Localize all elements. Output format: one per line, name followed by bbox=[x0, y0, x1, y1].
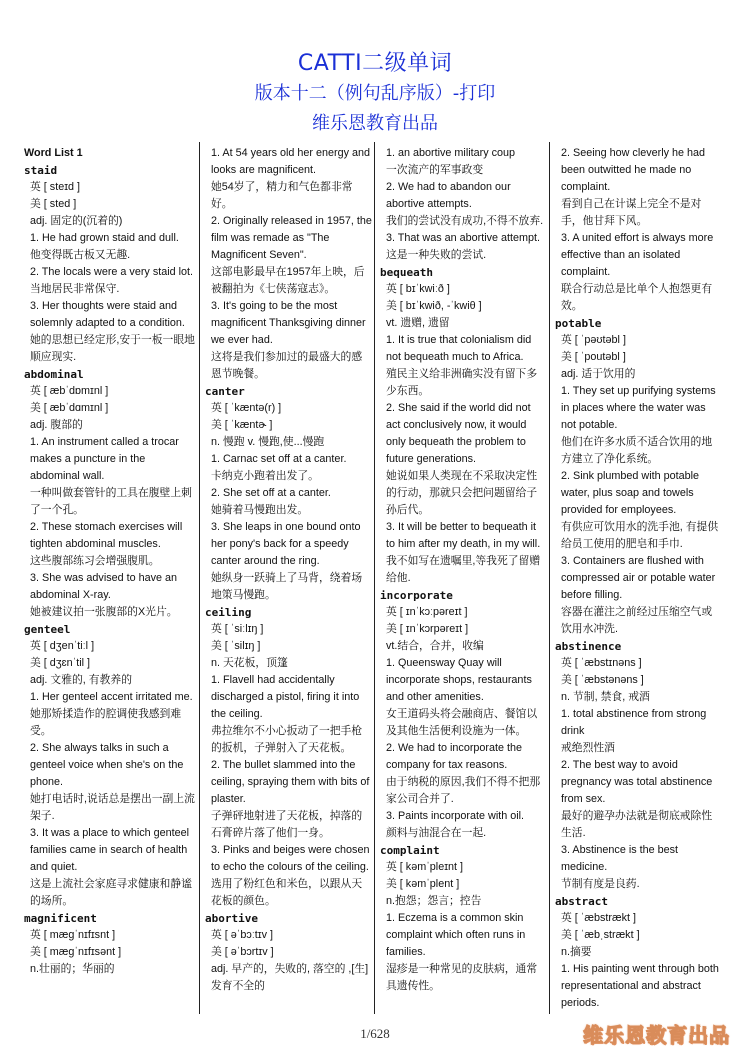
column-4 bbox=[549, 142, 724, 1014]
text-line: 3. It's going to be the most magnificent Thanksgiving dinner we ever had. bbox=[211, 300, 366, 346]
text-line: 3. It will be better to bequeath it to him after my death, in my will. bbox=[386, 521, 541, 550]
text-line: 2. We had to abandon our abortive attempts. bbox=[386, 181, 511, 210]
text-line: 英 [ mæɡˈnɪfɪsnt ] bbox=[30, 929, 116, 941]
text-line: 2. These stomach exercises will tighten abdominal muscles. bbox=[30, 521, 183, 550]
text-line: 3. Her thoughts were staid and solemnly adapted to a condition. bbox=[30, 300, 185, 329]
word-headword: abdominal bbox=[24, 368, 84, 381]
text-line: 湿疹是一种常见的皮肤病，通常具遗传性。 bbox=[386, 963, 538, 992]
text-line: 2. Originally released in 1957, the film was remade as "The Magnificent Seven". bbox=[211, 215, 372, 261]
text-line: 英 [ ˈkæntə(r) ] bbox=[211, 402, 282, 414]
text-line: 我们的尝试没有成功,不得不放弃. bbox=[386, 215, 544, 227]
text-line: 这将是我们参加过的最盛大的感恩节晚餐。 bbox=[211, 351, 363, 380]
text-line: n. 慢跑 v. 慢跑,使...慢跑 bbox=[211, 436, 325, 448]
text-line: 1. His painting went through both representational and abstract periods. bbox=[561, 963, 719, 1009]
text-line: 2. The bullet slammed into the ceiling, spraying them with bits of plaster. bbox=[211, 759, 370, 805]
text-line: 联合行动总是比单个人抱怨更有效。 bbox=[561, 283, 713, 312]
text-line: 美 [ sted ] bbox=[30, 198, 77, 210]
word-headword: abstinence bbox=[555, 640, 622, 653]
word-headword: complaint bbox=[380, 844, 440, 857]
text-line: 1. an abortive military coup bbox=[386, 147, 516, 159]
text-line: 女王道码头将会融商店、餐馆以及其他生活便利设施为一体。 bbox=[386, 708, 538, 737]
text-line: 1. Flavell had accidentally discharged a pistol, firing it into the ceiling. bbox=[211, 674, 360, 720]
text-line: 2. The best way to avoid pregnancy was total abstinence from sex. bbox=[561, 759, 713, 805]
text-line: adj. 早产的，失败的, 落空的 ,[生]发育不全的 bbox=[211, 963, 369, 992]
text-line: 1. At 54 years old her energy and looks are magnificent. bbox=[211, 147, 371, 176]
text-line: 英 [ æbˈdɒmɪnl ] bbox=[30, 385, 109, 397]
text-line: 一次流产的军事政变 bbox=[386, 164, 484, 176]
text-line: 最好的避孕办法就是彻底戒除性生活. bbox=[561, 810, 713, 839]
text-line: 英 [ ˈpəʊtəbl ] bbox=[561, 334, 626, 346]
text-line: 英 [ dʒenˈtiːl ] bbox=[30, 640, 95, 652]
word-list-columns bbox=[24, 142, 724, 1014]
column-1 bbox=[24, 142, 199, 1014]
text-line: 1. It is true that colonialism did not bequeath much to Africa. bbox=[386, 334, 532, 363]
text-line: 1. Carnac set off at a canter. bbox=[211, 453, 347, 465]
text-line: 节制有度是良药. bbox=[561, 878, 640, 890]
text-line: 3. That was an abortive attempt. bbox=[386, 232, 541, 244]
text-line: 他变得既古板又无趣. bbox=[30, 249, 131, 261]
word-headword: potable bbox=[555, 317, 602, 330]
text-line: 一种叫做套管针的工具在腹壁上刺了一个孔。 bbox=[30, 487, 192, 516]
word-headword: magnificent bbox=[24, 912, 97, 925]
text-line: 当地居民非常保守. bbox=[30, 283, 120, 295]
document-subtitle: 版本十二（例句乱序版）-打印 bbox=[254, 83, 496, 104]
text-line: 英 [ kəmˈpleɪnt ] bbox=[386, 861, 464, 873]
text-line: n.壮丽的；华丽的 bbox=[30, 963, 115, 975]
text-line: 3. She leaps in one bound onto her pony's back for a speedy canter around the ring. bbox=[211, 521, 361, 567]
word-headword: incorporate bbox=[380, 589, 453, 602]
text-line: 美 [ æbˈdɑmɪnl ] bbox=[30, 402, 109, 414]
text-line: 这些腹部练习会增强腹肌。 bbox=[30, 555, 160, 567]
text-line: 3. It was a place to which genteel families came in search of health and quiet. bbox=[30, 827, 190, 873]
text-line: n.摘要 bbox=[561, 946, 592, 958]
text-line: adj. 固定的(沉着的) bbox=[30, 215, 123, 227]
text-line: 美 [ ˈkæntɚ ] bbox=[211, 419, 273, 431]
text-line: adj. 适于饮用的 bbox=[561, 368, 636, 380]
text-line: 美 [ ˈæbstənəns ] bbox=[561, 674, 644, 686]
text-line: n. 节制, 禁食, 戒酒 bbox=[561, 691, 650, 703]
text-line: 选用了粉红色和米色，以跟从天花板的颜色。 bbox=[211, 878, 363, 907]
text-line: 英 [ əˈbɔːtɪv ] bbox=[211, 929, 274, 941]
text-line: 她骑着马慢跑出发。 bbox=[211, 504, 309, 516]
text-line: 这是一种失败的尝试. bbox=[386, 249, 487, 261]
text-line: 2. Sink plumbed with potable water, plus soap and towels provided for employees. bbox=[561, 470, 700, 516]
text-line: adj. 文雅的, 有教养的 bbox=[30, 674, 132, 686]
text-line: 1. Eczema is a common skin complaint which often runs in families. bbox=[386, 912, 526, 958]
text-line: 看到自己在计谋上完全不是对手，他甘拜下风。 bbox=[561, 198, 702, 227]
text-line: 她那矫揉造作的腔调使我感到难受。 bbox=[30, 708, 182, 737]
text-line: 戒绝烈性酒 bbox=[561, 742, 615, 754]
text-line: n.抱怨；怨言；控告 bbox=[386, 895, 482, 907]
text-line: 这是上流社会家庭寻求健康和静谧的场所。 bbox=[30, 878, 192, 907]
text-line: 1. Queensway Quay will incorporate shops, restaurants and other amenities. bbox=[386, 657, 532, 703]
word-headword: abortive bbox=[205, 912, 258, 925]
text-line: 她纵身一跃骑上了马背，绕着场地策马慢跑。 bbox=[211, 572, 363, 601]
word-headword: genteel bbox=[24, 623, 71, 636]
page-number: 1/628 bbox=[360, 1026, 390, 1041]
text-line: 她的思想已经定形,安于一板一眼地顺应现实. bbox=[30, 334, 195, 363]
text-line: 英 [ ɪnˈkɔːpəreɪt ] bbox=[386, 606, 468, 618]
column-3 bbox=[374, 142, 549, 1014]
text-line: 她说如果人类现在不采取决定性的行动，那就只会把问题留给子孙后代。 bbox=[386, 470, 538, 516]
text-line: 1. He had grown staid and dull. bbox=[30, 232, 179, 244]
text-line: 2. Seeing how cleverly he had been outwitted he made no complaint. bbox=[561, 147, 706, 193]
text-line: 2. The locals were a very staid lot. bbox=[30, 266, 194, 278]
text-line: 英 [ steɪd ] bbox=[30, 181, 81, 193]
text-line: 她打电话时,说话总是摆出一副上流架子. bbox=[30, 793, 195, 822]
word-headword: staid bbox=[24, 164, 58, 177]
word-headword: bequeath bbox=[380, 266, 433, 279]
document-title: CATTI二级单词 bbox=[297, 51, 453, 76]
text-line: vt.结合，合并，收编 bbox=[386, 640, 484, 652]
text-line: vt. 遗赠, 遗留 bbox=[386, 317, 450, 329]
text-line: 1. total abstinence from strong drink bbox=[561, 708, 707, 737]
text-line: 我不如写在遗嘱里,等我死了留赠给他. bbox=[386, 555, 541, 584]
word-headword: ceiling bbox=[205, 606, 252, 619]
text-line: 英 [ ˈsiːlɪŋ ] bbox=[211, 623, 264, 635]
text-line: 3. Paints incorporate with oil. bbox=[386, 810, 525, 822]
text-line: 美 [ əˈbɔrtɪv ] bbox=[211, 946, 274, 958]
word-headword: abstract bbox=[555, 895, 608, 908]
watermark-logo: 维乐恩教育出品 bbox=[583, 1023, 730, 1047]
text-line: 2. She said if the world did not act conclusively now, it would only bequeath the problem to future generations. bbox=[386, 402, 531, 465]
text-line: 美 [ dʒɛnˈtil ] bbox=[30, 657, 91, 669]
text-line: 她被建议拍一张腹部的X光片。 bbox=[30, 606, 178, 618]
text-line: 美 [ ˈsilɪŋ ] bbox=[211, 640, 261, 652]
text-line: n. 天花板，顶篷 bbox=[211, 657, 288, 669]
text-line: 子弹砰地射进了天花板，掉落的石膏碎片落了他们一身。 bbox=[211, 810, 363, 839]
text-line: 这部电影最早在1957年上映，后被翻拍为《七侠荡寇志》。 bbox=[211, 266, 365, 295]
text-line: 殖民主义给非洲确实没有留下多少东西。 bbox=[386, 368, 538, 397]
text-line: 他们在许多水质不适合饮用的地方建立了净化系统。 bbox=[561, 436, 713, 465]
word-headword: canter bbox=[205, 385, 245, 398]
text-line: 1. They set up purifying systems in places where the water was not potable. bbox=[561, 385, 716, 431]
word-list-heading: Word List 1 bbox=[24, 147, 83, 159]
text-line: 英 [ ˈæbstɪnəns ] bbox=[561, 657, 642, 669]
text-line: 容器在灌注之前经过压缩空气或饮用水冲洗. bbox=[561, 606, 713, 635]
text-line: 美 [ kəmˈplent ] bbox=[386, 878, 460, 890]
text-line: adj. 腹部的 bbox=[30, 419, 83, 431]
text-line: 2. We had to incorporate the company for tax reasons. bbox=[386, 742, 523, 771]
text-line: 颜料与油混合在一起. bbox=[386, 827, 487, 839]
text-line: 英 [ bɪˈkwiːð ] bbox=[386, 283, 450, 295]
column-2 bbox=[199, 142, 374, 1014]
text-line: 3. Containers are flushed with compressed air or potable water before filling. bbox=[561, 555, 716, 601]
text-line: 她54岁了，精力和气色都非常好。 bbox=[211, 181, 353, 210]
text-line: 美 [ bɪˈkwið, -ˈkwiθ ] bbox=[386, 300, 482, 312]
text-line: 英 [ ˈæbstrækt ] bbox=[561, 912, 636, 924]
text-line: 2. She set off at a canter. bbox=[211, 487, 331, 499]
document-publisher: 维乐恩教育出品 bbox=[312, 113, 438, 134]
text-line: 由于纳税的原因,我们不得不把那家公司合并了. bbox=[386, 776, 541, 805]
text-line: 美 [ mæɡˈnɪfɪsənt ] bbox=[30, 946, 122, 958]
text-line: 有供应可饮用水的洗手池, 有提供给员工使用的肥皂和手巾. bbox=[561, 521, 719, 550]
text-line: 3. She was advised to have an abdominal X-ray. bbox=[30, 572, 178, 601]
text-line: 卡纳克小跑着出发了。 bbox=[211, 470, 319, 482]
text-line: 美 [ ɪnˈkɔrpəreɪt ] bbox=[386, 623, 469, 635]
text-line: 3. A united effort is always more effective than an isolated complaint. bbox=[561, 232, 714, 278]
text-line: 3. Abstinence is the best medicine. bbox=[561, 844, 679, 873]
text-line: 弗拉维尔不小心扳动了一把手枪的扳机，子弹射入了天花板。 bbox=[211, 725, 363, 754]
text-line: 1. An instrument called a trocar makes a puncture in the abdominal wall. bbox=[30, 436, 179, 482]
text-line: 1. Her genteel accent irritated me. bbox=[30, 691, 193, 703]
text-line: 3. Pinks and beiges were chosen to echo the colours of the ceiling. bbox=[211, 844, 370, 873]
text-line: 2. She always talks in such a genteel voice when she's on the phone. bbox=[30, 742, 184, 788]
text-line: 美 [ ˈæbˌstrækt ] bbox=[561, 929, 640, 941]
text-line: 美 [ ˈpoutəbl ] bbox=[561, 351, 626, 363]
